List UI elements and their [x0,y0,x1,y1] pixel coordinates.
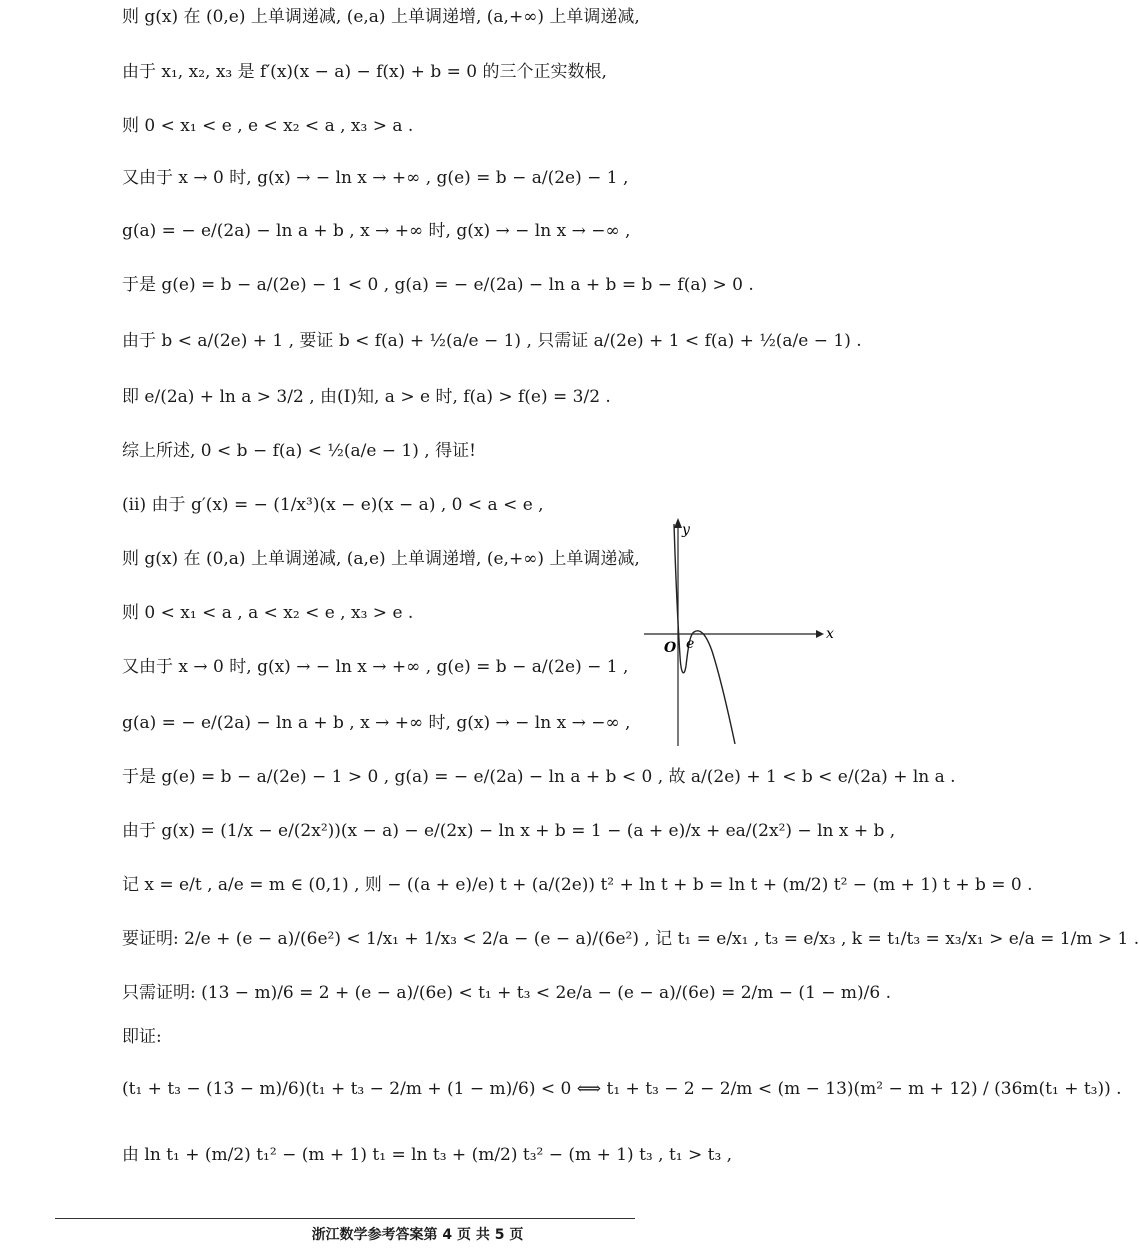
function-graph [640,516,834,751]
text-line-22: 由 ln t₁ + (m/2) t₁² − (m + 1) t₁ = ln t₃ + (m/2) t₃² − (m + 1) t₃ , t₁ > t₃ , [122,1145,733,1165]
text-line-17: 记 x = e/t , a/e = m ∈ (0,1) , 则 − ((a + e)/e) t + (a/(2e)) t² + ln t + b = ln t + (m/2) t² − (m + 1) t + b = 0 . [122,875,1033,895]
footer-divider [55,1218,635,1219]
text-line-2: 由于 x₁, x₂, x₃ 是 f′(x)(x − a) − f(x) + b = 0 的三个正实数根, [122,62,607,82]
text-line-8: 即 e/(2a) + ln a > 3/2 , 由(Ⅰ)知, a > e 时, f(a) > f(e) = 3/2 . [122,387,611,407]
y-axis-label: y [682,522,690,538]
x-axis-label: x [826,626,834,642]
text-line-11: 则 g(x) 在 (0,a) 上单调递减, (a,e) 上单调递增, (e,+∞) 上单调递减, [122,549,640,569]
page-footer: 浙江数学参考答案第 4 页 共 5 页 [311,1227,524,1243]
text-line-9: 综上所述, 0 < b − f(a) < ½(a/e − 1) , 得证! [122,441,476,461]
y-axis-arrow-icon [674,518,682,528]
text-line-13: 又由于 x → 0 时, g(x) → − ln x → +∞ , g(e) = b − a/(2e) − 1 , [122,657,629,677]
text-line-6: 于是 g(e) = b − a/(2e) − 1 < 0 , g(a) = − e/(2a) − ln a + b = b − f(a) > 0 . [122,275,754,295]
text-line-15: 于是 g(e) = b − a/(2e) − 1 > 0 , g(a) = − e/(2a) − ln a + b < 0 , 故 a/(2e) + 1 < b < e/(2a) + ln a . [122,767,956,787]
text-line-1: 则 g(x) 在 (0,e) 上单调递减, (e,a) 上单调递增, (a,+∞) 上单调递减, [122,7,640,27]
text-line-14: g(a) = − e/(2a) − ln a + b , x → +∞ 时, g(x) → − ln x → −∞ , [122,713,631,733]
text-line-19: 只需证明: (13 − m)/6 = 2 + (e − a)/(6e) < t₁ + t₃ < 2e/a − (e − a)/(6e) = 2/m − (1 − m)/6 . [122,983,892,1003]
text-line-5: g(a) = − e/(2a) − ln a + b , x → +∞ 时, g(x) → − ln x → −∞ , [122,221,631,241]
origin-label: O [664,640,677,656]
text-line-7: 由于 b < a/(2e) + 1 , 要证 b < f(a) + ½(a/e − 1) , 只需证 a/(2e) + 1 < f(a) + ½(a/e − 1) . [122,331,862,351]
text-line-12: 则 0 < x₁ < a , a < x₂ < e , x₃ > e . [122,603,414,623]
text-line-20: 即证: [122,1027,162,1047]
text-line-3: 则 0 < x₁ < e , e < x₂ < a , x₃ > a . [122,116,414,136]
x-axis-arrow-icon [816,630,824,638]
text-line-18: 要证明: 2/e + (e − a)/(6e²) < 1/x₁ + 1/x₃ < 2/a − (e − a)/(6e²) , 记 t₁ = e/x₁ , t₃ = e/x₃ , k = t₁/t₃ = x₃/x₁ > e/a = 1/m > 1 . [122,929,1139,949]
text-line-10: (ⅱ) 由于 g′(x) = − (1/x³)(x − e)(x − a) , 0 < a < e , [122,495,544,515]
text-line-4: 又由于 x → 0 时, g(x) → − ln x → +∞ , g(e) = b − a/(2e) − 1 , [122,168,629,188]
text-line-16: 由于 g(x) = (1/x − e/(2x²))(x − a) − e/(2x) − ln x + b = 1 − (a + e)/x + ea/(2x²) − ln x + b , [122,821,896,841]
text-line-21: (t₁ + t₃ − (13 − m)/6)(t₁ + t₃ − 2/m + (1 − m)/6) < 0 ⟺ t₁ + t₃ − 2 − 2/m < (m − 13)(m² − m + 12) / (36m(t₁ + t₃)) . [122,1079,1122,1099]
e-point-label: e [686,636,695,652]
